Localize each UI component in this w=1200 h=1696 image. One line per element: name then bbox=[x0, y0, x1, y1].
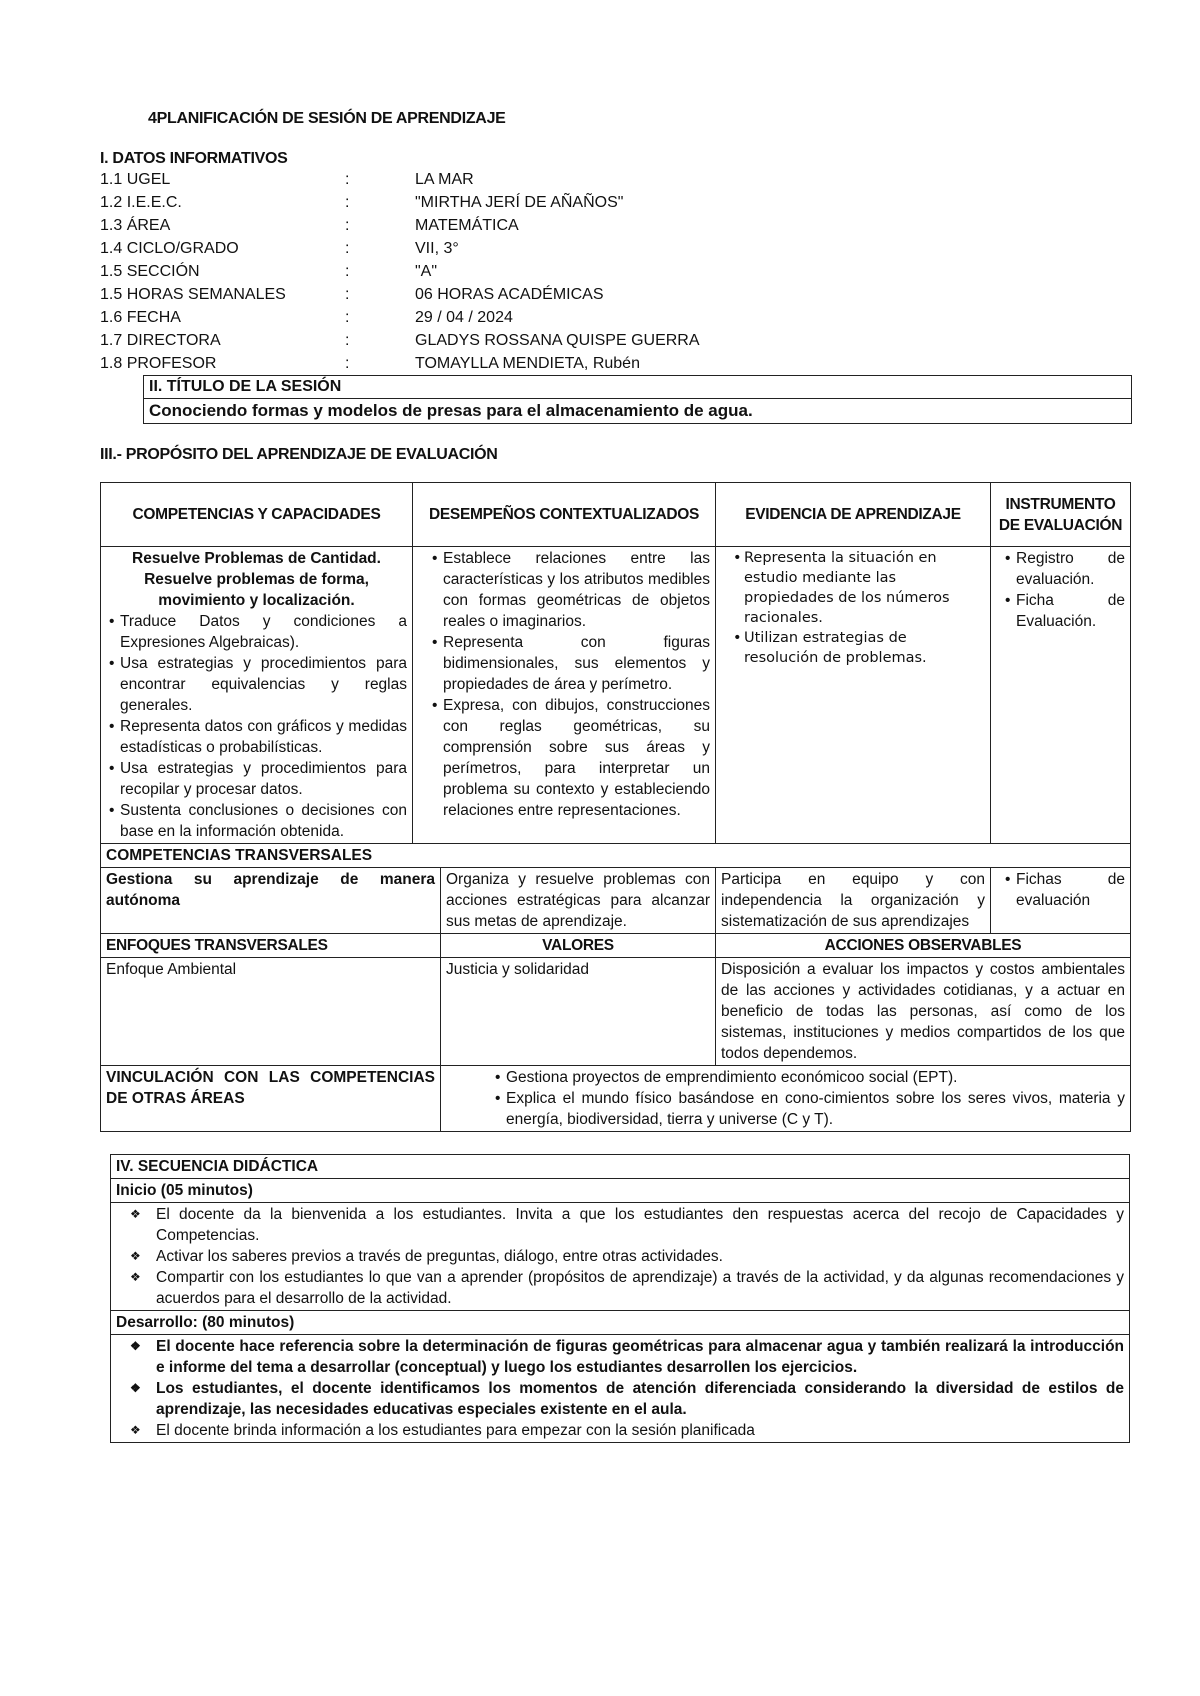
datos-informativos bbox=[100, 150, 1130, 375]
info-row bbox=[100, 191, 1130, 214]
document-page bbox=[100, 110, 1130, 1443]
info-row bbox=[100, 237, 1130, 260]
info-value: "A" bbox=[415, 263, 438, 280]
instrumentos-list bbox=[996, 548, 1125, 632]
info-key: 1.5 HORAS SEMANALES bbox=[100, 286, 286, 303]
desarrollo-list bbox=[116, 1336, 1124, 1420]
datos-heading: I. DATOS INFORMATIVOS bbox=[100, 150, 288, 167]
desempeno-item: • Representa con figuras bidimensionales, sus elementos y propiedades de área y perímetro. bbox=[443, 632, 710, 695]
info-colon: : bbox=[345, 171, 350, 188]
info-value: LA MAR bbox=[415, 171, 474, 188]
competencia-title-1: Resuelve Problemas de Cantidad. bbox=[132, 550, 381, 567]
enfoque-valor: Justicia y solidaridad bbox=[441, 958, 716, 1066]
info-row bbox=[100, 260, 1130, 283]
desempeno-item: • Establece relaciones entre las características y los atributos medibles con formas geométricas de objetos reales o imaginarios. bbox=[443, 548, 710, 632]
header-evidencia: EVIDENCIA DE APRENDIZAJE bbox=[716, 483, 991, 547]
info-key: 1.2 I.E.E.C. bbox=[100, 194, 182, 211]
capacidades-list bbox=[106, 611, 407, 842]
vinculacion-label: VINCULACIÓN CON LAS COMPETENCIAS DE OTRAS ÁREAS bbox=[101, 1066, 441, 1132]
vinculacion-item: • Explica el mundo físico basándose en cono-cimientos sobre los seres vivos, materia y energía, biodiversidad, tierra y universe (C y T). bbox=[506, 1088, 1125, 1130]
desarrollo-item: ❖ El docente hace referencia sobre la determinación de figuras geométricas para almacenar agua y también realizará la introducción e informe del tema a desarrollar (conceptual) y luego los estudiantes desarrollen los ejercicios. bbox=[156, 1336, 1124, 1378]
info-value: MATEMÁTICA bbox=[415, 217, 519, 234]
transversal-desempeno: Participa en equipo y con independencia la organización y sistematización de sus aprendizajes bbox=[716, 868, 991, 934]
instrumento-item: • Registro de evaluación. bbox=[1016, 548, 1125, 590]
info-colon: : bbox=[345, 217, 350, 234]
inicio-list bbox=[116, 1204, 1124, 1309]
header-acciones: ACCIONES OBSERVABLES bbox=[716, 934, 1131, 958]
info-key: 1.1 UGEL bbox=[100, 171, 171, 188]
titulo-sesion-box bbox=[143, 375, 1132, 424]
info-colon: : bbox=[345, 355, 350, 372]
vinculacion-item: • Gestiona proyectos de emprendimiento económicoo social (EPT). bbox=[506, 1067, 1125, 1088]
inicio-item: ❖ Activar los saberes previos a través de preguntas, diálogo, entre otras actividades. bbox=[156, 1246, 1124, 1267]
transversales-label: COMPETENCIAS TRANSVERSALES bbox=[101, 844, 1131, 868]
info-value: GLADYS ROSSANA QUISPE GUERRA bbox=[415, 332, 700, 349]
inicio-item: ❖ El docente da la bienvenida a los estudiantes. Invita a que los estudiantes den respuestas acerca del recojo de Capacidades y Competencias. bbox=[156, 1204, 1124, 1246]
info-key: 1.8 PROFESOR bbox=[100, 355, 217, 372]
info-row bbox=[100, 329, 1130, 352]
header-valores: VALORES bbox=[441, 934, 716, 958]
vinculacion-list bbox=[446, 1067, 1125, 1130]
capacidad-item: • Traduce Datos y condiciones a Expresiones Algebraicas). bbox=[120, 611, 407, 653]
titulo-value: Conociendo formas y modelos de presas para el almacenamiento de agua. bbox=[149, 401, 753, 420]
info-key: 1.4 CICLO/GRADO bbox=[100, 240, 239, 257]
transversal-competencia: Gestiona su aprendizaje de manera autónoma bbox=[101, 868, 441, 934]
info-row bbox=[100, 214, 1130, 237]
proposito-heading: III.- PROPÓSITO DEL APRENDIZAJE DE EVALUACIÓN bbox=[100, 446, 498, 463]
capacidad-item: • Representa datos con gráficos y medidas estadísticas o probabilísticas. bbox=[120, 716, 407, 758]
info-value: 29 / 04 / 2024 bbox=[415, 309, 513, 326]
info-key: 1.5 SECCIÓN bbox=[100, 263, 200, 280]
desarrollo-label: Desarrollo: (80 minutos) bbox=[111, 1311, 1130, 1335]
capacidad-item: • Usa estrategias y procedimientos para encontrar equivalencias y reglas generales. bbox=[120, 653, 407, 716]
transversal-instrumento: • Fichas de evaluación bbox=[1016, 869, 1125, 911]
proposito-table bbox=[100, 482, 1131, 1132]
info-colon: : bbox=[345, 332, 350, 349]
info-row bbox=[100, 306, 1130, 329]
enfoque-nombre: Enfoque Ambiental bbox=[101, 958, 441, 1066]
secuencia-heading: IV. SECUENCIA DIDÁCTICA bbox=[111, 1155, 1130, 1179]
info-colon: : bbox=[345, 286, 350, 303]
transversal-capacidad: Organiza y resuelve problemas con acciones estratégicas para alcanzar sus metas de aprendizaje. bbox=[441, 868, 716, 934]
info-value: VII, 3° bbox=[415, 240, 459, 257]
evidencias-list bbox=[716, 548, 985, 668]
instrumento-item: • Ficha de Evaluación. bbox=[1016, 590, 1125, 632]
info-key: 1.7 DIRECTORA bbox=[100, 332, 221, 349]
inicio-label: Inicio (05 minutos) bbox=[111, 1179, 1130, 1203]
info-value: 06 HORAS ACADÉMICAS bbox=[415, 286, 604, 303]
info-colon: : bbox=[345, 240, 350, 257]
secuencia-table bbox=[110, 1154, 1130, 1443]
desarrollo-item-extra: ❖ El docente brinda información a los estudiantes para empezar con la sesión planificada bbox=[156, 1420, 1124, 1441]
info-row bbox=[100, 352, 1130, 375]
evidencia-item: • Utilizan estrategias de resolución de problemas. bbox=[744, 628, 975, 668]
inicio-item: ❖ Compartir con los estudiantes lo que van a aprender (propósitos de aprendizaje) a través de la actividad, y da algunas recomendaciones y acuerdos para el desarrollo de la actividad. bbox=[156, 1267, 1124, 1309]
header-desempenos: DESEMPEÑOS CONTEXTUALIZADOS bbox=[413, 483, 716, 547]
capacidad-item: • Sustenta conclusiones o decisiones con base en la información obtenida. bbox=[120, 800, 407, 842]
evidencia-item: • Representa la situación en estudio mediante las propiedades de los números racionales. bbox=[744, 548, 975, 628]
desempeno-item: • Expresa, con dibujos, construcciones con reglas geométricas, su comprensión sobre sus áreas y perímetros, para interpretar un problema su contexto y estableciendo relaciones entre representaciones. bbox=[443, 695, 710, 821]
capacidad-item: • Usa estrategias y procedimientos para recopilar y procesar datos. bbox=[120, 758, 407, 800]
info-value: "MIRTHA JERÍ DE AÑAÑOS" bbox=[415, 194, 624, 211]
desarrollo-item: ❖ Los estudiantes, el docente identificamos los momentos de atención diferenciada considerando la diversidad de estilos de aprendizaje, las necesidades educativas especiales existente en el aula. bbox=[156, 1378, 1124, 1420]
info-colon: : bbox=[345, 309, 350, 326]
info-colon: : bbox=[345, 194, 350, 211]
info-key: 1.3 ÁREA bbox=[100, 217, 171, 234]
header-enfoques: ENFOQUES TRANSVERSALES bbox=[101, 934, 441, 958]
enfoque-accion: Disposición a evaluar los impactos y costos ambientales de las acciones y actividades cotidianas, y a actuar en beneficio de todas las personas, así como de los sistemas, instituciones y medios compartidos de los que todos dependemos. bbox=[716, 958, 1131, 1066]
titulo-label: II. TÍTULO DE LA SESIÓN bbox=[144, 376, 1131, 399]
header-instrumento: INSTRUMENTO DE EVALUACIÓN bbox=[991, 483, 1131, 547]
info-row bbox=[100, 168, 1130, 191]
header-competencias: COMPETENCIAS Y CAPACIDADES bbox=[101, 483, 413, 547]
document-title: 4PLANIFICACIÓN DE SESIÓN DE APRENDIZAJE bbox=[148, 110, 506, 127]
info-value: TOMAYLLA MENDIETA, Rubén bbox=[415, 355, 640, 372]
desempenos-list bbox=[418, 548, 710, 821]
info-colon: : bbox=[345, 263, 350, 280]
competencia-title-2: Resuelve problemas de forma, movimiento y localización. bbox=[144, 571, 369, 609]
info-key: 1.6 FECHA bbox=[100, 309, 181, 326]
info-row bbox=[100, 283, 1130, 306]
